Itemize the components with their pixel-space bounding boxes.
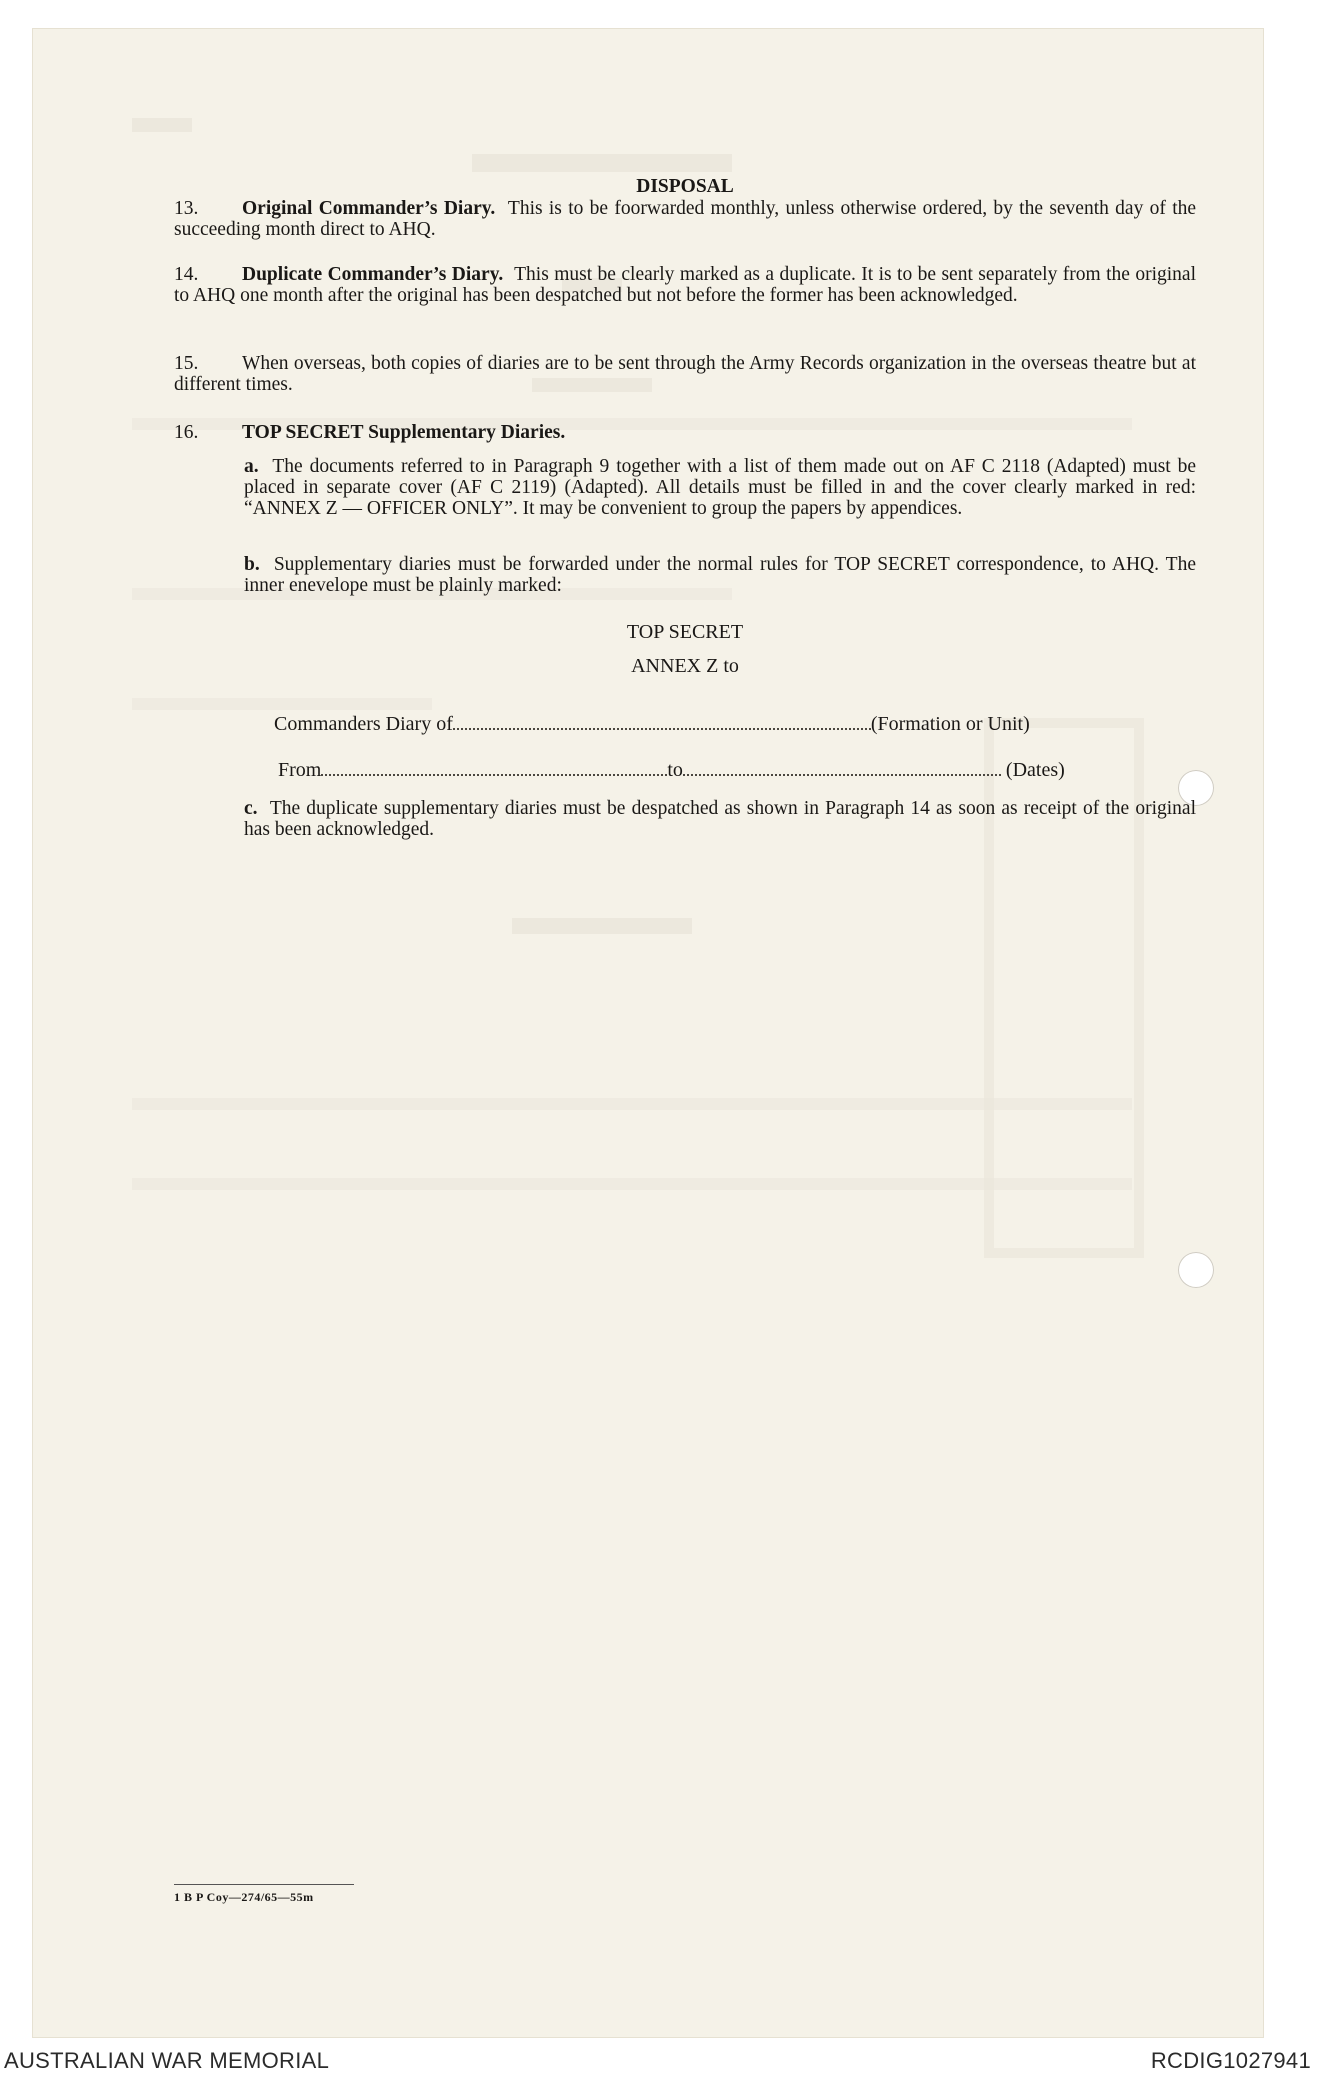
subparagraph-a <box>244 456 1196 519</box>
subparagraph-text: The duplicate supplementary diaries must be despatched as shown in Paragraph 14 as soon as receipt of the original has been acknowledged. <box>244 798 1196 840</box>
subparagraph-label: b. <box>244 554 260 575</box>
printer-rule <box>174 1884 354 1885</box>
form-line-diary <box>274 714 1030 735</box>
paragraph-number: 14. <box>174 264 199 285</box>
subparagraph-label: c. <box>244 798 258 819</box>
subparagraph-text: Supplementary diaries must be forwarded under the normal rules for TOP SECRET correspondence, to AHQ. The inner enevelope must be plainly marked: <box>244 554 1197 596</box>
form-to-blank <box>683 760 1001 776</box>
paragraph-16-heading <box>174 422 1196 443</box>
footer-left: AUSTRALIAN WAR MEMORIAL <box>4 2048 330 2073</box>
paragraph-title: Original Commander’s Diary. <box>242 198 496 219</box>
form-from-blank <box>321 760 667 776</box>
punch-hole-lower <box>1178 1252 1214 1288</box>
footer-right: RCDIG1027941 <box>1150 2048 1311 2073</box>
paragraph-13 <box>174 198 1196 240</box>
paragraph-text: This must be clearly marked as a duplicate. It is to be sent separately from the original to AHQ one month after the original has been despatched but not before the former has been acknowledged. <box>174 264 1196 306</box>
subparagraph-b <box>244 554 1196 596</box>
paragraph-title: TOP SECRET Supplementary Diaries. <box>242 422 566 443</box>
form-dates-suffix: (Dates) <box>1005 759 1065 781</box>
subparagraph-label: a. <box>244 456 259 477</box>
paragraph-number: 15. <box>174 353 199 374</box>
subparagraph-text: The documents referred to in Paragraph 9 together with a list of them made out on AF C 2118 (Adapted) must be placed in separate cover (AF C 2119) (Adapted). All details must be filled in and the cover clearly marked in red: “ANNEX Z — OFFICER ONLY”. It may be convenient to group the papers by appendices. <box>244 456 1196 519</box>
section-heading: DISPOSAL <box>636 176 734 197</box>
paragraph-14 <box>174 264 1196 306</box>
envelope-marking-line-2: ANNEX Z to <box>631 655 739 677</box>
paragraph-title: Duplicate Commander’s Diary. <box>242 264 504 285</box>
form-diary-suffix: (Formation or Unit) <box>870 713 1030 735</box>
subparagraph-c <box>244 798 1196 840</box>
form-to-label: to <box>667 759 683 781</box>
form-line-dates <box>278 760 1065 781</box>
document-page <box>32 28 1264 2038</box>
form-from-label: From <box>278 759 322 781</box>
envelope-marking-line-1: TOP SECRET <box>626 621 744 643</box>
form-diary-label: Commanders Diary of <box>274 713 453 735</box>
form-diary-blank <box>453 714 871 730</box>
paragraph-number: 13. <box>174 198 199 219</box>
printer-mark: 1 B P Coy—274/65—55m <box>174 1890 314 1904</box>
paragraph-text: This is to be foorwarded monthly, unless otherwise ordered, by the seventh day of the succeeding month direct to AHQ. <box>174 198 1197 240</box>
paragraph-text: When overseas, both copies of diaries are to be sent through the Army Records organization in the overseas theatre but at different times. <box>174 353 1196 395</box>
paragraph-number: 16. <box>174 422 199 443</box>
paragraph-15 <box>174 353 1196 395</box>
